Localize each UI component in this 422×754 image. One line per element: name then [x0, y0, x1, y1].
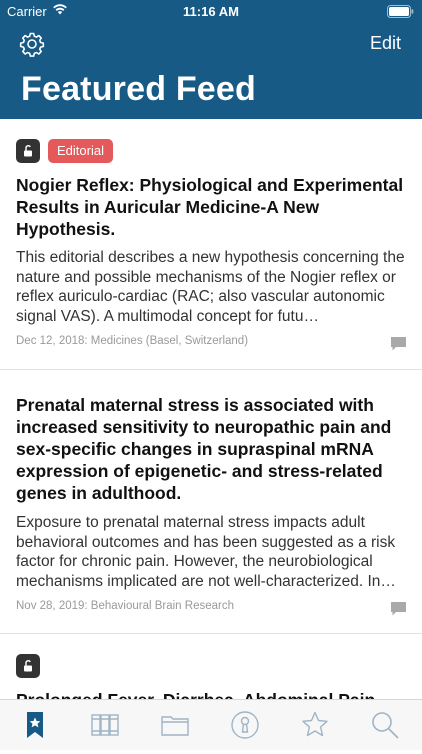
star-icon	[299, 709, 331, 741]
comment-icon[interactable]	[390, 336, 407, 352]
article-meta: Nov 28, 2019: Behavioural Brain Research	[16, 600, 234, 612]
carrier-label: Carrier	[7, 4, 47, 19]
nav-header	[0, 0, 422, 119]
settings-gear-icon[interactable]	[19, 31, 45, 57]
article-title[interactable]: Nogier Reflex: Physiological and Experimental Results in Auricular Medicine-A New Hypothesis.	[16, 175, 404, 239]
keyhole-icon	[229, 709, 261, 741]
status-bar	[0, 0, 422, 24]
article-card[interactable]	[0, 370, 422, 634]
editorial-tag: Editorial	[48, 139, 113, 163]
tab-folders[interactable]	[159, 709, 191, 741]
article-card[interactable]	[0, 119, 422, 370]
unlock-icon	[16, 139, 40, 163]
tab-favorites[interactable]	[299, 709, 331, 741]
comment-icon[interactable]	[390, 601, 407, 617]
tab-access[interactable]	[229, 709, 261, 741]
page-title: Featured Feed	[21, 70, 256, 108]
article-abstract: This editorial describes a new hypothesis concerning the nature and possible mechanisms of the Nogier reflex or reflex auriculo-cardiac (RAC; also vascular autonomic signal VAS). A multimodal concept for futu…	[16, 249, 405, 325]
search-icon	[369, 709, 401, 741]
unlock-icon	[16, 654, 40, 678]
folder-icon	[159, 709, 191, 741]
article-abstract: Exposure to prenatal maternal stress impacts adult behavioral outcomes and has been suggested as a risk factor for chronic pain. However, the neurobiological mechanisms implicated are not well-characterized. In…	[16, 514, 396, 590]
article-meta: Dec 12, 2018: Medicines (Basel, Switzerland)	[16, 335, 249, 347]
bookmark-star-icon	[19, 709, 51, 741]
library-icon	[89, 709, 121, 741]
tab-featured[interactable]	[19, 709, 51, 741]
article-title[interactable]: Prenatal maternal stress is associated with increased sensitivity to neuropathic pain and sex-specific changes in supraspinal mRNA expression of epigenetic- and stress-related genes in adulthood.	[16, 395, 392, 503]
tab-search[interactable]	[369, 709, 401, 741]
tab-library[interactable]	[89, 709, 121, 741]
clock: 11:16 AM	[183, 4, 239, 19]
edit-button[interactable]: Edit	[369, 33, 401, 53]
feed-list[interactable]	[0, 119, 422, 699]
battery-icon	[387, 5, 414, 21]
tab-bar	[0, 699, 422, 750]
